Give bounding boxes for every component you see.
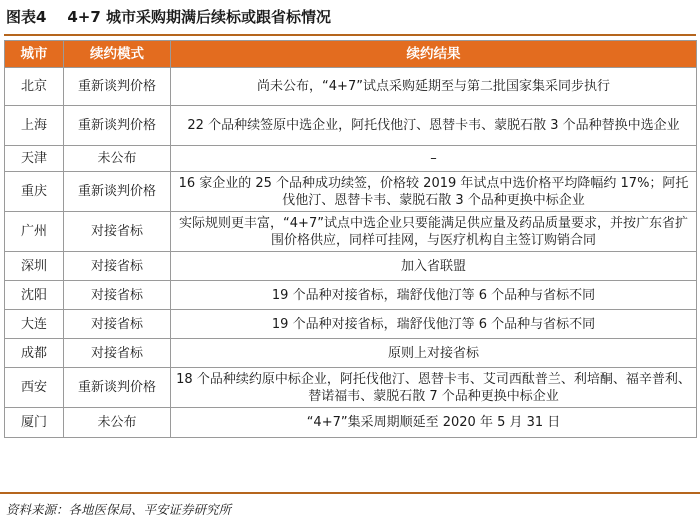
cell-city: 西安 bbox=[5, 368, 64, 408]
cell-result: 原则上对接省标 bbox=[171, 339, 697, 368]
table-row bbox=[5, 146, 697, 172]
cell-mode: 对接省标 bbox=[64, 339, 171, 368]
cell-city: 大连 bbox=[5, 310, 64, 339]
cell-city: 厦门 bbox=[5, 408, 64, 438]
cell-result: 加入省联盟 bbox=[171, 252, 697, 281]
cell-result: 22 个品种续签原中选企业，阿托伐他汀、恩替卡韦、蒙脱石散 3 个品种替换中选企业 bbox=[171, 106, 697, 146]
figure-label: 图表4 bbox=[6, 8, 47, 26]
source-rule bbox=[0, 492, 700, 494]
cell-result: – bbox=[171, 146, 697, 172]
cell-result: 16 家企业的 25 个品种成功续签，价格较 2019 年试点中选价格平均降幅约 17%；阿托伐他汀、恩替卡韦、蒙脱石散 3 个品种更换中标企业 bbox=[171, 172, 697, 212]
renewal-table bbox=[4, 40, 697, 438]
figure-title bbox=[6, 6, 331, 27]
table-row bbox=[5, 172, 697, 212]
cell-mode: 重新谈判价格 bbox=[64, 68, 171, 106]
source-note: 资料来源：各地医保局、平安证券研究所 bbox=[6, 502, 232, 517]
cell-city: 上海 bbox=[5, 106, 64, 146]
cell-mode: 对接省标 bbox=[64, 212, 171, 252]
cell-result: 18 个品种续约原中标企业，阿托伐他汀、恩替卡韦、艾司西酞普兰、利培酮、福辛普利、替诺福韦、蒙脱石散 7 个品种更换中标企业 bbox=[171, 368, 697, 408]
table-row bbox=[5, 368, 697, 408]
cell-city: 成都 bbox=[5, 339, 64, 368]
cell-mode: 对接省标 bbox=[64, 252, 171, 281]
table-row bbox=[5, 339, 697, 368]
cell-mode: 重新谈判价格 bbox=[64, 172, 171, 212]
table-row bbox=[5, 408, 697, 438]
table-row bbox=[5, 281, 697, 310]
figure-title-text: 4+7 城市采购期满后续标或跟省标情况 bbox=[67, 8, 331, 26]
header-mode: 续约模式 bbox=[64, 41, 171, 68]
table-row bbox=[5, 310, 697, 339]
cell-result: 尚未公布，“4+7”试点采购延期至与第二批国家集采同步执行 bbox=[171, 68, 697, 106]
cell-city: 天津 bbox=[5, 146, 64, 172]
figure-title-bar bbox=[4, 4, 694, 30]
table-row bbox=[5, 106, 697, 146]
cell-result: 19 个品种对接省标，瑞舒伐他汀等 6 个品种与省标不同 bbox=[171, 281, 697, 310]
header-result: 续约结果 bbox=[171, 41, 697, 68]
cell-mode: 未公布 bbox=[64, 146, 171, 172]
cell-result: “4+7”集采周期顺延至 2020 年 5 月 31 日 bbox=[171, 408, 697, 438]
cell-mode: 对接省标 bbox=[64, 281, 171, 310]
cell-city: 重庆 bbox=[5, 172, 64, 212]
cell-result: 19 个品种对接省标，瑞舒伐他汀等 6 个品种与省标不同 bbox=[171, 310, 697, 339]
header-city: 城市 bbox=[5, 41, 64, 68]
title-rule bbox=[4, 34, 696, 36]
cell-city: 北京 bbox=[5, 68, 64, 106]
cell-mode: 对接省标 bbox=[64, 310, 171, 339]
cell-mode: 未公布 bbox=[64, 408, 171, 438]
table-row bbox=[5, 212, 697, 252]
table-row bbox=[5, 68, 697, 106]
table-row bbox=[5, 252, 697, 281]
cell-city: 沈阳 bbox=[5, 281, 64, 310]
table-header-row bbox=[5, 41, 697, 68]
cell-mode: 重新谈判价格 bbox=[64, 368, 171, 408]
cell-city: 广州 bbox=[5, 212, 64, 252]
cell-result: 实际规则更丰富，“4+7”试点中选企业只要能满足供应量及药品质量要求，并按广东省扩围价格供应，同样可挂网，与医疗机构自主签订购销合同 bbox=[171, 212, 697, 252]
cell-mode: 重新谈判价格 bbox=[64, 106, 171, 146]
cell-city: 深圳 bbox=[5, 252, 64, 281]
